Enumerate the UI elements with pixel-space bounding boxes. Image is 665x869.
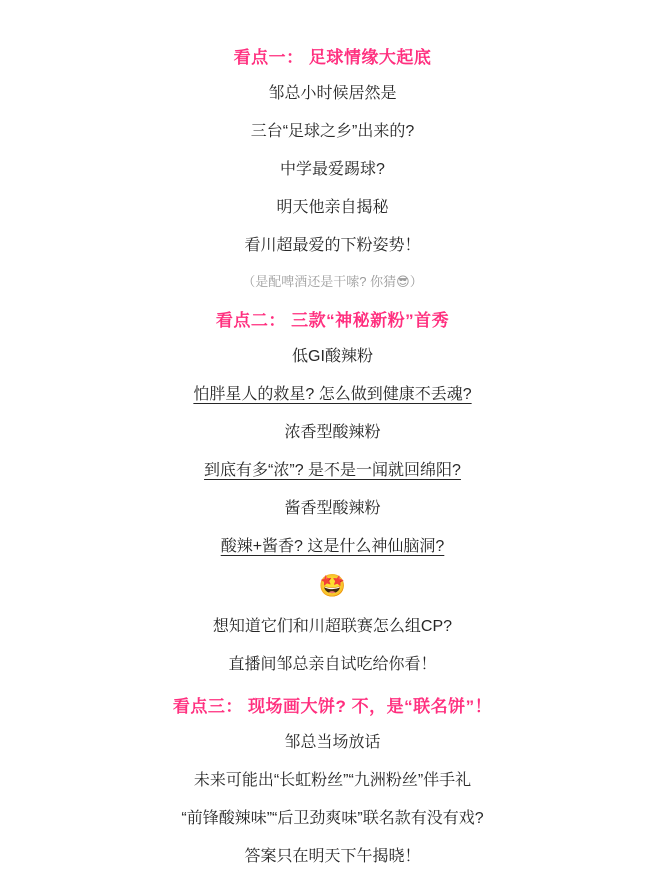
document-section — [40, 46, 625, 291]
section-heading: 看点二： 三款“神秘新粉”首秀 — [215, 311, 450, 331]
highlight-line: 怕胖星人的救星? 怎么做到健康不丢魂? — [193, 386, 472, 404]
body-line: 邹总当场放话 — [284, 734, 381, 752]
emoji-line: 🤩 — [318, 573, 347, 599]
body-line: 看川超最爱的下粉姿势！ — [244, 236, 421, 254]
document-content — [40, 46, 625, 869]
body-line: 酱香型酸辣粉 — [284, 500, 381, 518]
body-line: 中学最爱踢球? — [280, 160, 385, 178]
body-line: 想知道它们和川超联赛怎么组CP? — [212, 618, 453, 636]
body-line: 邹总小时候居然是 — [268, 84, 397, 102]
highlight-line: 到底有多“浓”? 是不是一闻就回绵阳? — [204, 462, 461, 480]
body-line: 直播间邹总亲自试吃给你看！ — [228, 656, 437, 674]
body-line: 答案只在明天下午揭晓！ — [244, 848, 421, 866]
body-line: 浓香型酸辣粉 — [284, 424, 381, 442]
note-line: （是配啤酒还是干嗦? 你猜😎） — [242, 273, 423, 289]
document-section — [40, 695, 625, 869]
section-heading: 看点一： 足球情缘大起底 — [233, 48, 432, 67]
body-line: 三台“足球之乡”出来的? — [250, 122, 415, 140]
body-line: 明天他亲自揭秘 — [276, 198, 389, 216]
body-line: 低GI酸辣粉 — [292, 348, 373, 366]
highlight-line: 酸辣+酱香? 这是什么神仙脑洞? — [220, 538, 445, 556]
section-heading: 看点三： 现场画大饼? 不，是“联名饼”！ — [172, 697, 493, 717]
body-line: “前锋酸辣味”“后卫劲爽味”联名款有没有戏? — [181, 810, 484, 828]
document-section — [40, 309, 625, 677]
body-line: 未来可能出“长虹粉丝”“九洲粉丝”伴手礼 — [193, 772, 472, 790]
